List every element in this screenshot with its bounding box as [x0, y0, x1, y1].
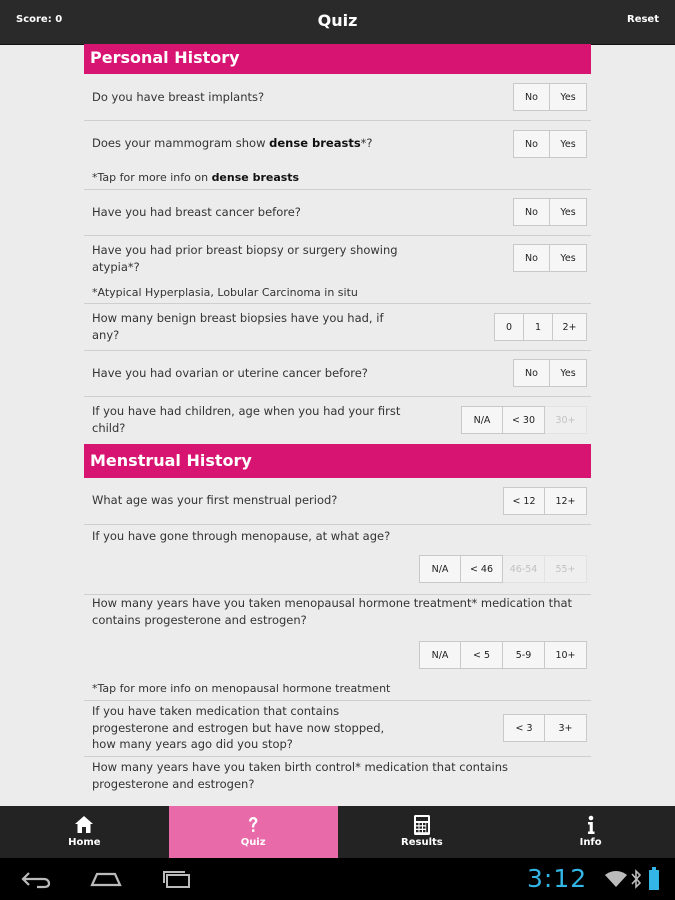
reset-button[interactable]: Reset: [627, 14, 659, 25]
answer-0-button[interactable]: 0: [494, 313, 524, 341]
section-header-personal: Personal History: [84, 44, 591, 74]
tab-label: Info: [579, 837, 602, 848]
question-text: Have you had breast cancer before?: [92, 205, 301, 219]
answer-group: [513, 83, 587, 111]
question-row-ovarian-cancer: [84, 351, 591, 397]
answer-10plus-button[interactable]: 10+: [545, 641, 587, 669]
info-note[interactable]: *Tap for more info on dense breasts: [92, 171, 300, 184]
tab-label: Results: [401, 837, 443, 848]
answer-46-54-button[interactable]: 46-54: [503, 555, 545, 583]
answer-group: [503, 714, 587, 742]
tab-quiz[interactable]: [169, 806, 338, 858]
question-text: How many years have you taken menopausal hormone treatment* medication that contains progesterone and estrogen?: [92, 596, 573, 627]
answer-group: [461, 406, 587, 434]
question-row-benign-biopsies: [84, 304, 591, 351]
answer-55plus-button[interactable]: 55+: [545, 555, 587, 583]
question-text: If you have gone through menopause, at what age?: [92, 529, 391, 543]
answer-under-46-button[interactable]: < 46: [461, 555, 503, 583]
answer-under-3-button[interactable]: < 3: [503, 714, 545, 742]
answer-3plus-button[interactable]: 3+: [545, 714, 587, 742]
tab-home[interactable]: [0, 806, 169, 858]
question-text: Do you have breast implants?: [92, 90, 265, 104]
calculator-icon: [411, 814, 433, 836]
tab-info[interactable]: [506, 806, 675, 858]
question-row-first-child: [84, 397, 591, 444]
tab-bar: [0, 806, 675, 858]
answer-na-button[interactable]: N/A: [419, 555, 461, 583]
answer-yes-button[interactable]: Yes: [550, 359, 587, 387]
question-row-stopped-medication: [84, 701, 591, 757]
answer-1-button[interactable]: 1: [524, 313, 553, 341]
wifi-icon: [604, 870, 628, 888]
answer-5-9-button[interactable]: 5-9: [503, 641, 545, 669]
question-row-breast-cancer: [84, 190, 591, 236]
quiz-content[interactable]: [84, 44, 591, 806]
answer-yes-button[interactable]: Yes: [550, 198, 587, 226]
question-row-hormone-treatment: [84, 595, 591, 701]
answer-2plus-button[interactable]: 2+: [553, 313, 587, 341]
answer-group: [419, 641, 587, 669]
home-icon: [73, 814, 95, 836]
battery-icon: [648, 867, 660, 891]
question-text: If you have taken medication that contains progesterone and estrogen but have now stopped, how many years ago did you stop?: [92, 704, 385, 751]
page-title: Quiz: [317, 11, 358, 30]
question-row-breast-implants: [84, 74, 591, 121]
question-text: Have you had prior breast biopsy or surgery showing atypia*?: [92, 243, 398, 274]
answer-na-button[interactable]: N/A: [419, 641, 461, 669]
answer-no-button[interactable]: No: [513, 83, 550, 111]
answer-group: [513, 130, 587, 158]
dense-breasts-link[interactable]: dense breasts: [269, 136, 361, 150]
question-text: What age was your first menstrual period?: [92, 493, 338, 507]
answer-under-12-button[interactable]: < 12: [503, 487, 545, 515]
status-clock: 3:12: [527, 864, 588, 893]
question-icon: [242, 814, 264, 836]
info-note[interactable]: *Tap for more info on menopausal hormone treatment: [92, 682, 391, 695]
tab-results[interactable]: [338, 806, 507, 858]
info-note: *Atypical Hyperplasia, Lobular Carcinoma in situ: [92, 286, 358, 299]
answer-12plus-button[interactable]: 12+: [545, 487, 587, 515]
recent-apps-icon[interactable]: [160, 868, 194, 890]
answer-yes-button[interactable]: Yes: [550, 130, 587, 158]
question-row-dense-breasts: [84, 121, 591, 190]
answer-no-button[interactable]: No: [513, 130, 550, 158]
section-header-menstrual: Menstrual History: [84, 444, 591, 478]
question-text: How many years have you taken birth control* medication that contains progesterone and estrogen?: [92, 760, 508, 791]
score-label: Score: 0: [16, 14, 63, 25]
answer-under-30-button[interactable]: < 30: [503, 406, 545, 434]
back-icon[interactable]: [20, 868, 52, 890]
question-text: If you have had children, age when you had your first child?: [92, 404, 401, 435]
question-text: How many benign breast biopsies have you had, if any?: [92, 311, 384, 342]
answer-yes-button[interactable]: Yes: [550, 244, 587, 272]
home-nav-icon[interactable]: [88, 868, 124, 890]
question-row-atypia: [84, 236, 591, 304]
question-text: Does your mammogram show dense breasts*?: [92, 136, 373, 150]
answer-30plus-button[interactable]: 30+: [545, 406, 587, 434]
answer-group: [494, 313, 587, 341]
tab-label: Home: [68, 837, 101, 848]
question-row-first-period: [84, 478, 591, 525]
answer-no-button[interactable]: No: [513, 244, 550, 272]
bluetooth-icon: [630, 869, 642, 889]
answer-na-button[interactable]: N/A: [461, 406, 503, 434]
answer-no-button[interactable]: No: [513, 198, 550, 226]
tab-label: Quiz: [240, 837, 266, 848]
info-icon: [580, 814, 602, 836]
answer-group: [419, 555, 587, 583]
answer-yes-button[interactable]: Yes: [550, 83, 587, 111]
question-text: Have you had ovarian or uterine cancer before?: [92, 366, 368, 380]
answer-group: [503, 487, 587, 515]
action-bar: [0, 0, 675, 45]
answer-group: [513, 359, 587, 387]
answer-under-5-button[interactable]: < 5: [461, 641, 503, 669]
answer-group: [513, 244, 587, 272]
answer-no-button[interactable]: No: [513, 359, 550, 387]
question-row-birth-control: [84, 757, 591, 806]
answer-group: [513, 198, 587, 226]
question-row-menopause-age: [84, 525, 591, 595]
